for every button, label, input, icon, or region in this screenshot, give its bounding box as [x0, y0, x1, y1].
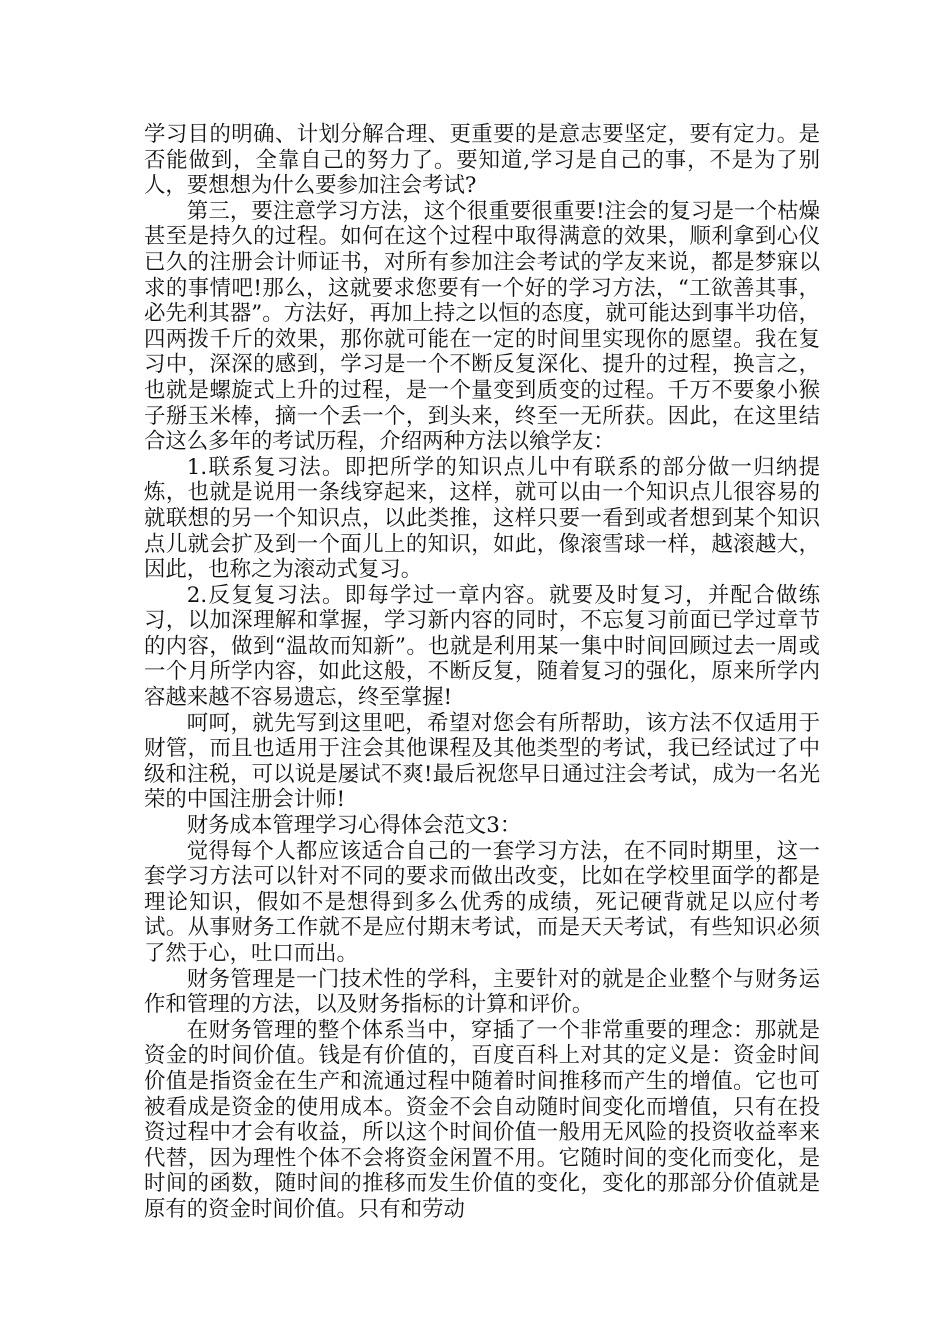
paragraph: 觉得每个人都应该适合自己的一套学习方法，在不同时期里，这一套学习方法可以针对不同的要求而做出改变，比如在学校里面学的都是理论知识，假如不是想得到多么优秀的成绩，死记硬背就足以应付考试。从事财务工作就不是应付期末考试，而是天天考试，有些知识必须了然于心，吐口而出。 — [144, 838, 820, 966]
paragraph: 第三，要注意学习方法，这个很重要很重要!注会的复习是一个枯燥甚至是持久的过程。如何在这个过程中取得满意的效果，顺利拿到心仪已久的注册会计师证书，对所有参加注会考试的学友来说，都是梦寐以求的事情吧!那么，这就要求您要有一个好的学习方法，“工欲善其事，必先利其器”。方法好，再加上持之以恒的态度，就可能达到事半功倍，四两拨千斤的效果，那你就可能在一定的时间里实现你的愿望。我在复习中，深深的感到，学习是一个不断反复深化、提升的过程，换言之，也就是螺旋式上升的过程，是一个量变到质变的过程。千万不要象小猴子掰玉米棒，摘一个丢一个，到头来，终至一无所获。因此，在这里结合这么多年的考试历程，介绍两种方法以飨学友： — [144, 198, 820, 455]
paragraph: 在财务管理的整个体系当中，穿插了一个非常重要的理念：那就是资金的时间价值。钱是有价值的，百度百科上对其的定义是：资金时间价值是指资金在生产和流通过程中随着时间推移而产生的增值。它也可被看成是资金的使用成本。资金不会自动随时间变化而增值，只有在投资过程中才会有收益，所以这个时间价值一般用无风险的投资收益率来代替，因为理性个体不会将资金闲置不用。它随时间的变化而变化，是时间的函数，随时间的推移而发生价值的变化，变化的那部分价值就是原有的资金时间价值。只有和劳动 — [144, 1017, 820, 1222]
paragraph: 财务管理是一门技术性的学科，主要针对的就是企业整个与财务运作和管理的方法，以及财务指标的计算和评价。 — [144, 966, 820, 1018]
paragraph: 呵呵，就先写到这里吧，希望对您会有所帮助，该方法不仅适用于财管，而且也适用于注会其他课程及其他类型的考试，我已经试过了中级和注税，可以说是屡试不爽!最后祝您早日通过注会考试，成为一名光荣的中国注册会计师! — [144, 710, 820, 813]
paragraph: 1.联系复习法。即把所学的知识点儿中有联系的部分做一归纳提炼，也就是说用一条线穿起来，这样，就可以由一个知识点儿很容易的就联想的另一个知识点，以此类推，这样只要一看到或者想到某个知识点儿就会扩及到一个面儿上的知识，如此，像滚雪球一样，越滚越大，因此，也称之为滚动式复习。 — [144, 454, 820, 583]
section-heading: 财务成本管理学习心得体会范文3： — [186, 813, 522, 839]
document-body — [144, 122, 820, 1223]
paragraph: 学习目的明确、计划分解合理、更重要的是意志要坚定，要有定力。是否能做到，全靠自己的努力了。要知道,学习是自己的事，不是为了别人，要想想为什么要参加注会考试? — [144, 122, 820, 199]
paragraph: 2.反复复习法。即每学过一章内容。就要及时复习，并配合做练习，以加深理解和掌握，学习新内容的同时，不忘复习前面已学过章节的内容，做到“温故而知新”。也就是利用某一集中时间回顾过去一周或一个月所学内容，如此这般，不断反复，随着复习的强化，原来所学内容越来越不容易遗忘，终至掌握! — [144, 582, 820, 711]
